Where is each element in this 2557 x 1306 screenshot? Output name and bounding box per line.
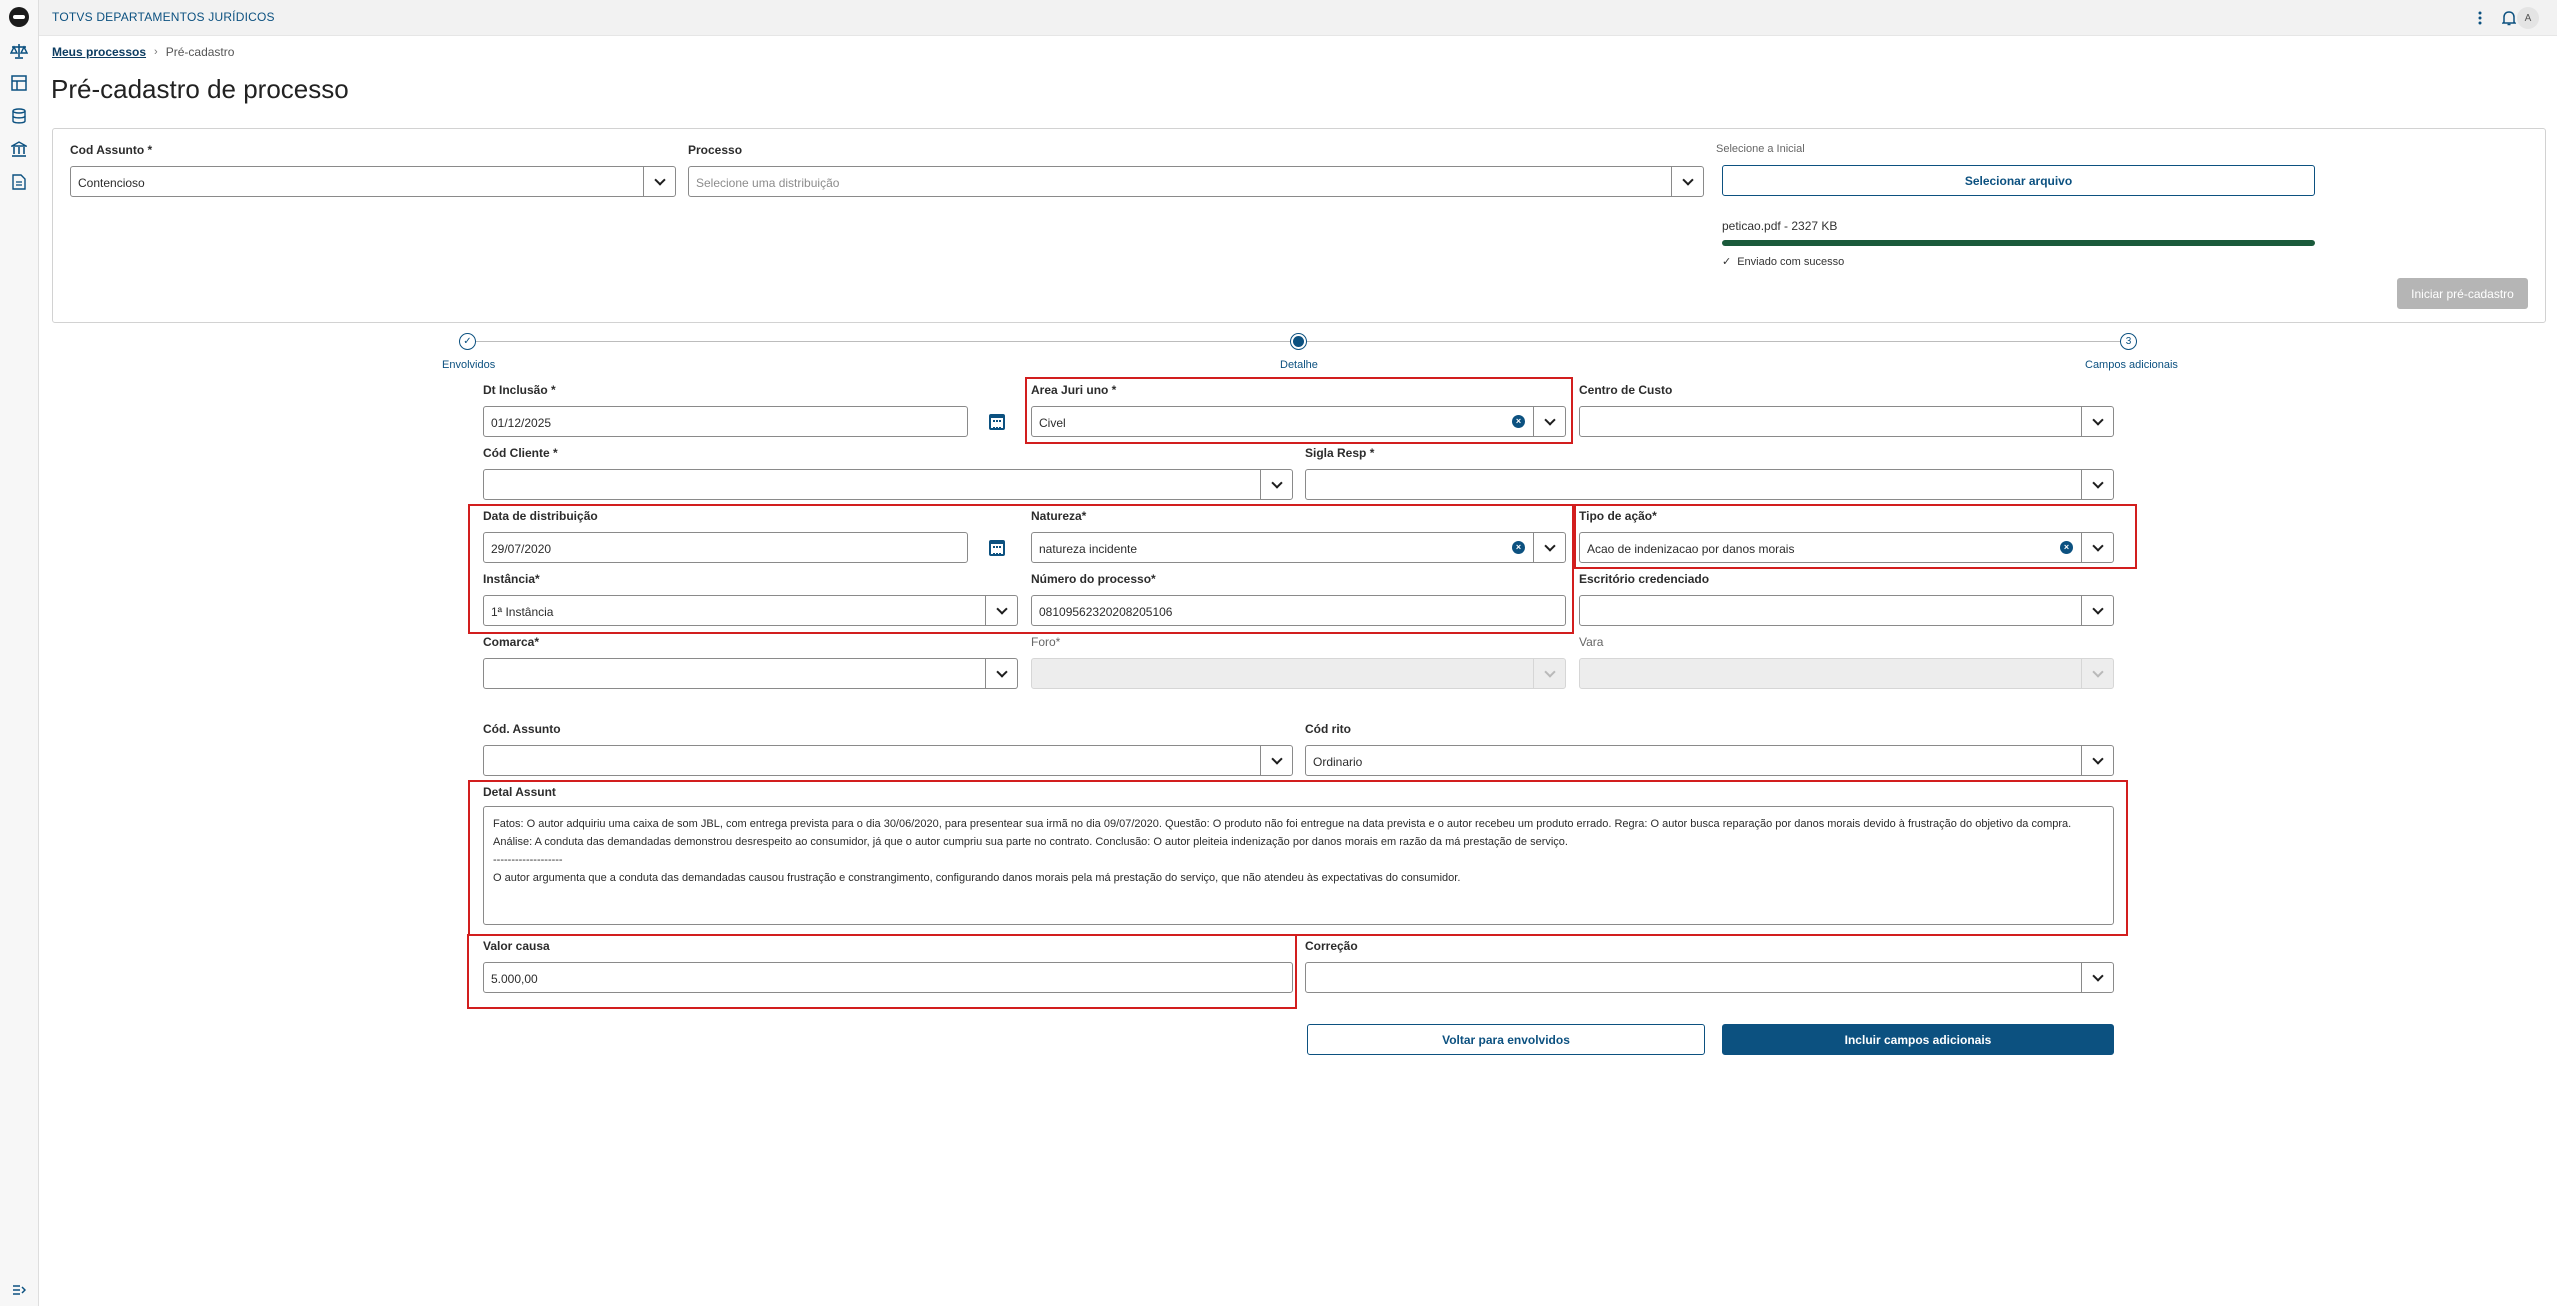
processo-select[interactable] (688, 166, 1704, 197)
valor-causa-input[interactable] (483, 962, 1293, 993)
cod-cliente-label: Cód Cliente * (483, 446, 558, 460)
chevron-down-icon[interactable] (985, 659, 1017, 688)
select-file-button[interactable]: Selecionar arquivo (1722, 165, 2315, 196)
calendar-icon[interactable] (989, 414, 1005, 430)
dashboard-icon[interactable] (8, 72, 30, 94)
more-options-icon[interactable] (2469, 7, 2491, 29)
numero-processo-label: Número do processo* (1031, 572, 1156, 586)
natureza-select[interactable] (1031, 532, 1566, 563)
tipo-acao-select[interactable] (1579, 532, 2114, 563)
detal-assunt-label: Detal Assunt (483, 785, 556, 799)
chevron-down-icon[interactable] (2081, 746, 2113, 775)
avatar[interactable]: A (2517, 7, 2539, 29)
cod-assunto-select[interactable] (70, 166, 676, 197)
breadcrumb-home-link[interactable]: Meus processos (52, 45, 147, 59)
page-title: Pré-cadastro de processo (51, 74, 349, 104)
correcao-label: Correção (1305, 939, 1358, 953)
chevron-down-icon[interactable] (1260, 746, 1292, 775)
clear-icon[interactable]: × (1512, 541, 1525, 554)
side-rail (0, 0, 39, 1306)
data-distribuicao-value: 29/07/2020 (491, 542, 552, 556)
chevron-down-icon (2081, 659, 2113, 688)
processo-label: Processo (688, 143, 743, 157)
chevron-down-icon[interactable] (643, 167, 675, 196)
step-label-detalhe[interactable]: Detalhe (1280, 359, 1318, 371)
start-pre-register-button[interactable]: Iniciar pré-cadastro (2397, 278, 2528, 309)
step-3-marker[interactable]: 3 (2120, 333, 2137, 350)
cod-rito-select[interactable] (1305, 745, 2114, 776)
chevron-down-icon (1533, 659, 1565, 688)
step-active-icon[interactable] (1290, 333, 1307, 350)
valor-causa-label: Valor causa (483, 939, 550, 953)
processo-placeholder: Selecione uma distribuição (696, 176, 840, 190)
chevron-down-icon[interactable] (1533, 533, 1565, 562)
cod-assunto-detail-select[interactable] (483, 745, 1293, 776)
chevron-down-icon[interactable] (2081, 596, 2113, 625)
foro-select (1031, 658, 1566, 689)
uploaded-file-name: peticao.pdf - 2327 KB (1722, 219, 1838, 233)
comarca-select[interactable] (483, 658, 1018, 689)
sigla-resp-label: Sigla Resp * (1305, 446, 1375, 460)
cod-assunto-value: Contencioso (78, 176, 145, 190)
cod-assunto-detail-label: Cód. Assunto (483, 722, 561, 736)
area-juridica-value: Civel (1039, 416, 1066, 430)
back-to-envolvidos-button[interactable]: Voltar para envolvidos (1307, 1024, 1705, 1055)
database-icon[interactable] (8, 105, 30, 127)
dt-inclusao-input[interactable] (483, 406, 968, 437)
chevron-down-icon[interactable] (1671, 167, 1703, 196)
step-label-campos-adicionais[interactable]: Campos adicionais (2085, 359, 2178, 371)
cod-assunto-label: Cod Assunto * (70, 143, 153, 157)
chevron-down-icon[interactable] (2081, 470, 2113, 499)
check-icon: ✓ (1722, 256, 1732, 268)
natureza-value: natureza incidente (1039, 542, 1138, 556)
logo-icon[interactable] (9, 7, 29, 27)
instancia-select[interactable] (483, 595, 1018, 626)
data-distribuicao-input[interactable] (483, 532, 968, 563)
instancia-value: 1ª Instância (491, 605, 554, 619)
pre-register-card (52, 128, 2546, 323)
comarca-label: Comarca* (483, 635, 540, 649)
upload-status-text: Enviado com sucesso (1737, 255, 1845, 268)
breadcrumb (52, 45, 234, 59)
chevron-down-icon[interactable] (1260, 470, 1292, 499)
tipo-acao-value: Acao de indenizacao por danos morais (1587, 542, 1795, 556)
dt-inclusao-label: Dt Inclusão * (483, 383, 556, 397)
instancia-label: Instância* (483, 572, 540, 586)
step-done-check-icon[interactable]: ✓ (459, 333, 476, 350)
area-juridica-select[interactable] (1031, 406, 1566, 437)
vara-select (1579, 658, 2114, 689)
chevron-down-icon[interactable] (2081, 963, 2113, 992)
include-additional-fields-button[interactable]: Incluir campos adicionais (1722, 1024, 2114, 1055)
step-label-envolvidos[interactable]: Envolvidos (442, 359, 496, 371)
upload-status (1722, 255, 1844, 268)
chevron-down-icon[interactable] (1533, 407, 1565, 436)
tipo-acao-label: Tipo de ação* (1579, 509, 1657, 523)
escritorio-select[interactable] (1579, 595, 2114, 626)
chevron-right-icon: › (154, 46, 158, 58)
centro-custo-label: Centro de Custo (1579, 383, 1673, 397)
cod-cliente-select[interactable] (483, 469, 1293, 500)
collapse-menu-icon[interactable] (8, 1279, 30, 1301)
area-juridica-label: Area Juri uno * (1031, 383, 1117, 397)
numero-processo-input[interactable] (1031, 595, 1566, 626)
upload-label: Selecione a Inicial (1716, 143, 1805, 155)
cod-rito-value: Ordinario (1313, 755, 1363, 769)
app-title: TOTVS DEPARTAMENTOS JURÍDICOS (52, 10, 275, 24)
sigla-resp-select[interactable] (1305, 469, 2114, 500)
clear-icon[interactable]: × (1512, 415, 1525, 428)
document-icon[interactable] (8, 171, 30, 193)
detal-assunt-textarea[interactable]: Fatos: O autor adquiriu uma caixa de som JBL, com entrega prevista para o dia 30/06/2020, para presentear sua irmã no dia 09/07/2020. Questão: O produto não foi entregue na data prevista e o autor recebeu um produto errado. Regra: O autor busca reparação por danos morais devido à frustração do objetivo da compra. Análise: A conduta das demandadas demonstrou desrespeito ao consumidor, já que o autor cumpriu sua parte no contrato. Conclusão: O autor pleiteia indenização por danos morais em razão da má prestação de serviço. ------------------- O autor argumenta que a conduta das demandadas causou frustração e constrangimento, configurando danos morais pela má prestação do serviço, que não atendeu às expectativas do consumidor. (483, 806, 2114, 925)
chevron-down-icon[interactable] (2081, 533, 2113, 562)
data-distribuicao-label: Data de distribuição (483, 509, 598, 523)
upload-progress-bar (1722, 240, 2315, 246)
centro-custo-select[interactable] (1579, 406, 2114, 437)
valor-causa-value: 5.000,00 (491, 972, 538, 986)
escritorio-label: Escritório credenciado (1579, 572, 1710, 586)
chevron-down-icon[interactable] (2081, 407, 2113, 436)
natureza-label: Natureza* (1031, 509, 1087, 523)
calendar-icon[interactable] (989, 540, 1005, 556)
dt-inclusao-value: 01/12/2025 (491, 416, 552, 430)
numero-processo-value: 08109562320208205106 (1039, 605, 1173, 619)
cod-rito-label: Cód rito (1305, 722, 1351, 736)
correcao-select[interactable] (1305, 962, 2114, 993)
breadcrumb-current: Pré-cadastro (165, 45, 235, 59)
bank-icon[interactable] (8, 138, 30, 160)
clear-icon[interactable]: × (2060, 541, 2073, 554)
foro-label: Foro* (1031, 635, 1061, 649)
scale-icon[interactable] (8, 40, 30, 62)
vara-label: Vara (1579, 635, 1604, 649)
chevron-down-icon[interactable] (985, 596, 1017, 625)
top-bar (39, 0, 2557, 36)
